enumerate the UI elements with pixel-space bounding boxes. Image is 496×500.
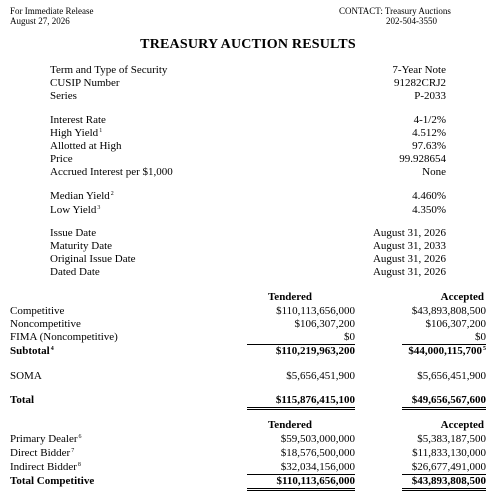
security-value: 7-Year Note <box>392 64 446 76</box>
primary-dealer-accepted: $5,383,187,500 <box>417 433 486 445</box>
soma-label: SOMA <box>10 370 42 382</box>
low-yield-value: 4.350% <box>412 204 446 216</box>
total-underline <box>247 409 355 410</box>
total-competitive-label: Total Competitive <box>10 475 95 487</box>
security-label: Term and Type of Security <box>50 64 168 76</box>
high-yield-value: 4.512% <box>412 127 446 139</box>
cusip-label: CUSIP Number <box>50 77 120 89</box>
competitive-tendered: $110,113,656,000 <box>276 305 355 317</box>
price-label: Price <box>50 153 73 165</box>
soma-accepted: $5,656,451,900 <box>417 370 486 382</box>
subtotal-label: Subtotal$^4$ <box>10 345 54 357</box>
noncompetitive-tendered: $106,307,200 <box>294 318 355 330</box>
total-competitive-underline <box>402 490 486 491</box>
total-tendered: $115,876,415,100 <box>275 394 355 406</box>
total-competitive-underline <box>402 488 486 489</box>
original-issue-date-label: Original Issue Date <box>50 253 136 265</box>
issue-date-value: August 31, 2026 <box>372 227 446 239</box>
series-value: P-2033 <box>414 90 446 102</box>
footnote-marker: 8 <box>77 462 81 468</box>
footnote-marker: 2 <box>110 191 114 197</box>
total-competitive-underline <box>247 488 355 489</box>
total-underline <box>402 409 486 410</box>
indirect-bidder-tendered: $32,034,156,000 <box>280 461 355 473</box>
median-yield-value: 4.460% <box>412 190 446 202</box>
direct-bidder-tendered: $18,576,500,000 <box>280 447 355 459</box>
footnote-marker: 4 <box>50 346 54 352</box>
fima-accepted: $0 <box>475 331 486 343</box>
accepted-column-header: Accepted <box>440 291 484 303</box>
soma-tendered: $5,656,451,900 <box>286 370 355 382</box>
direct-bidder-accepted: $11,833,130,000 <box>412 447 486 459</box>
competitive-accepted: $43,893,808,500 <box>411 305 486 317</box>
maturity-date-label: Maturity Date <box>50 240 113 252</box>
footnote-marker: 1 <box>99 128 103 134</box>
total-accepted: $49,656,567,600 <box>411 394 486 406</box>
issue-date-label: Issue Date <box>50 227 97 239</box>
direct-bidder-label: Direct Bidder$^7$ <box>10 447 75 459</box>
total-competitive-tendered: $110,113,656,000 <box>276 475 355 487</box>
indirect-bidder-label: Indirect Bidder$^8$ <box>10 461 81 473</box>
subtotal-tendered: $110,219,963,200 <box>275 345 355 357</box>
original-issue-date-value: August 31, 2026 <box>372 253 446 265</box>
total-underline <box>402 407 486 408</box>
interest-rate-label: Interest Rate <box>50 114 106 126</box>
noncompetitive-label: Noncompetitive <box>10 318 81 330</box>
page-title: TREASURY AUCTION RESULTS <box>140 37 356 52</box>
footnote-marker: 5 <box>483 346 486 352</box>
primary-dealer-tendered: $59,503,000,000 <box>280 433 355 445</box>
footnote-marker: 6 <box>78 434 82 440</box>
tendered-column-header: Tendered <box>267 419 312 431</box>
release-label: For Immediate Release <box>10 6 94 16</box>
footnote-marker: 3 <box>97 205 101 211</box>
series-label: Series <box>50 90 77 102</box>
dated-date-value: August 31, 2026 <box>372 266 446 278</box>
contact-phone: 202-504-3550 <box>386 16 437 26</box>
interest-rate-value: 4-1/2% <box>413 114 446 126</box>
low-yield-label: Low Yield$^3$ <box>50 204 101 216</box>
fima-tendered: $0 <box>344 331 355 343</box>
price-value: 99.928654 <box>399 153 446 165</box>
indirect-bidder-accepted: $26,677,491,000 <box>411 461 486 473</box>
noncompetitive-accepted: $106,307,200 <box>425 318 486 330</box>
dated-date-label: Dated Date <box>50 266 100 278</box>
tendered-column-header: Tendered <box>267 291 312 303</box>
primary-dealer-label: Primary Dealer$^6$ <box>10 433 82 445</box>
high-yield-label: High Yield$^1$ <box>50 127 103 139</box>
release-date: August 27, 2026 <box>10 16 70 26</box>
accrued-interest-label: Accrued Interest per $1,000 <box>50 166 173 178</box>
footnote-marker: 7 <box>71 448 75 454</box>
fima-label: FIMA (Noncompetitive) <box>10 331 118 343</box>
total-competitive-accepted: $43,893,808,500 <box>411 475 486 487</box>
accepted-column-header: Accepted <box>440 419 484 431</box>
total-competitive-underline <box>247 490 355 491</box>
cusip-value: 91282CRJ2 <box>394 77 446 89</box>
median-yield-label: Median Yield$^2$ <box>50 190 114 202</box>
allotted-label: Allotted at High <box>50 140 122 152</box>
total-label: Total <box>10 394 35 406</box>
accrued-interest-value: None <box>422 166 446 178</box>
allotted-value: 97.63% <box>412 140 446 152</box>
contact-label: CONTACT: Treasury Auctions <box>339 6 451 16</box>
maturity-date-value: August 31, 2033 <box>372 240 446 252</box>
subtotal-accepted: $44,000,115,700$^5$ <box>408 345 486 357</box>
competitive-label: Competitive <box>10 305 65 317</box>
total-underline <box>247 407 355 408</box>
